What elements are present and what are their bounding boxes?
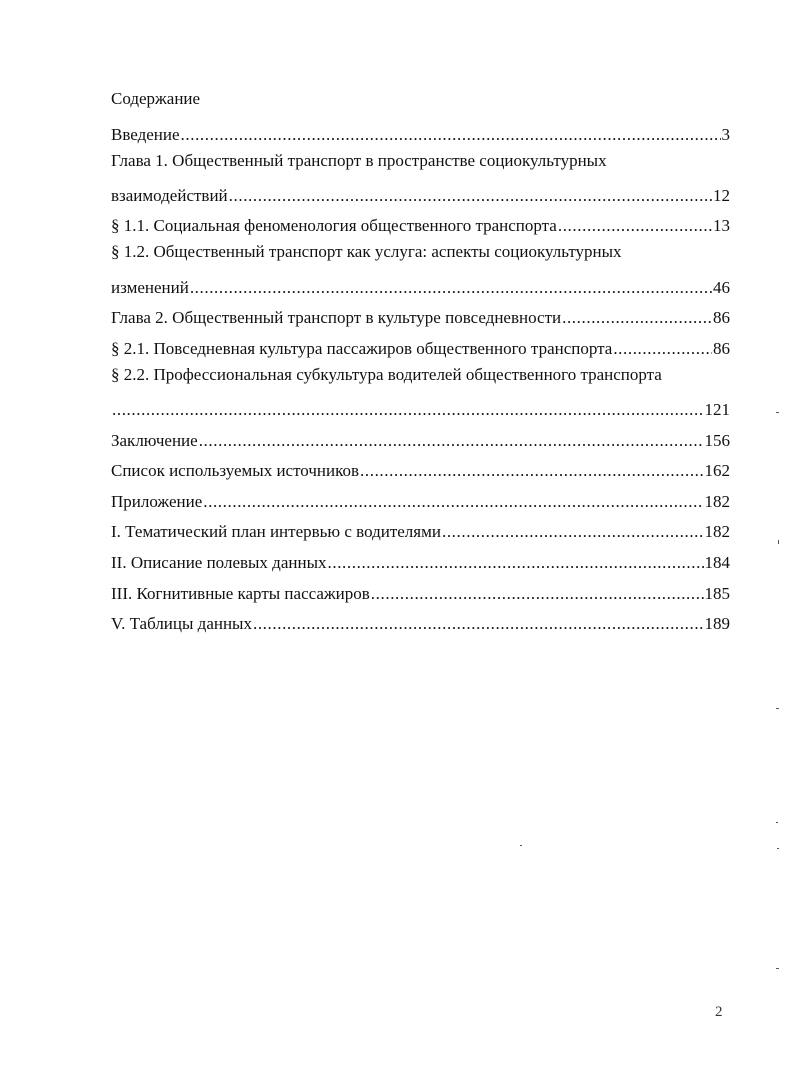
toc-entry	[111, 609, 730, 640]
toc-heading: Содержание	[111, 89, 201, 108]
toc-entry	[111, 150, 730, 181]
toc-leader-dots	[371, 583, 704, 605]
toc-entry-text: взаимодействий	[111, 185, 228, 205]
toc-entry-page: 162	[704, 461, 730, 481]
toc-entry	[111, 517, 730, 548]
toc-entry-page: 46	[713, 277, 730, 297]
toc-entry-text: Приложение	[111, 491, 203, 511]
toc-entry-text: § 2.1. Повседневная культура пассажиров общественного транспорта	[111, 338, 613, 358]
toc-leader-dots	[253, 613, 704, 635]
scan-speck	[776, 822, 778, 823]
scan-speck	[776, 412, 779, 413]
toc-entry	[111, 364, 730, 395]
toc-leader-dots	[181, 124, 721, 146]
toc-entry-text: V. Таблицы данных	[111, 614, 252, 634]
toc-entry-page: 156	[704, 430, 730, 450]
toc-leader-dots	[360, 460, 703, 482]
scan-speck	[520, 845, 522, 846]
toc-leader-dots	[442, 521, 704, 543]
toc-entry-page: 86	[713, 338, 730, 358]
toc-entry	[111, 547, 730, 578]
toc-leader-dots	[328, 552, 704, 574]
toc-entry-text: II. Описание полевых данных	[111, 552, 327, 572]
toc-entry	[111, 303, 730, 334]
toc-entry-page: 182	[704, 491, 730, 511]
scan-speck	[776, 708, 779, 709]
toc-leader-dots	[229, 185, 712, 207]
toc-entry	[111, 394, 730, 425]
toc-entry	[111, 241, 730, 272]
scan-speck	[776, 968, 779, 969]
scan-speck	[777, 848, 779, 849]
toc-entry	[111, 272, 730, 303]
toc-entry-text: изменений	[111, 277, 189, 297]
toc-entry-page: 12	[713, 185, 730, 205]
page-number: 2	[715, 1004, 723, 1020]
toc-entry-text: § 1.1. Социальная феноменология общественного транспорта	[111, 216, 557, 236]
toc-entry	[111, 211, 730, 242]
toc-entry	[111, 333, 730, 364]
toc-entry	[111, 578, 730, 609]
toc-leader-dots	[613, 338, 712, 360]
toc-entry-page: 86	[713, 308, 730, 328]
toc-entry-page: 121	[704, 399, 730, 419]
toc-leader-dots	[199, 430, 704, 452]
toc-entry-text: Заключение	[111, 430, 198, 450]
toc-entry	[111, 456, 730, 487]
toc-entry	[111, 425, 730, 456]
table-of-contents	[111, 119, 730, 639]
toc-entry-page: 13	[713, 216, 730, 236]
toc-leader-dots	[558, 215, 712, 237]
toc-entry-text: III. Когнитивные карты пассажиров	[111, 583, 370, 603]
toc-entry-page: 185	[704, 583, 730, 603]
toc-entry-page: 182	[704, 522, 730, 542]
scan-speck	[778, 540, 779, 544]
toc-entry-text: Глава 2. Общественный транспорт в культуре повседневности	[111, 308, 562, 328]
toc-leader-dots	[203, 491, 703, 513]
toc-entry-page: 184	[704, 552, 730, 572]
toc-leader-dots	[190, 277, 712, 299]
toc-leader-dots	[112, 399, 704, 421]
toc-entry-page: 3	[721, 124, 730, 144]
toc-entry-text: I. Тематический план интервью с водителями	[111, 522, 441, 542]
toc-entry-text: § 2.2. Профессиональная субкультура водителей общественного транспорта	[111, 364, 662, 384]
toc-leader-dots	[562, 307, 712, 329]
toc-entry-text: § 1.2. Общественный транспорт как услуга: аспекты социокультурных	[111, 242, 622, 262]
toc-entry	[111, 119, 730, 150]
toc-entry-text: Список используемых источников	[111, 461, 360, 481]
toc-entry	[111, 486, 730, 517]
toc-entry-text: Введение	[111, 124, 180, 144]
toc-entry-page: 189	[704, 614, 730, 634]
toc-entry	[111, 180, 730, 211]
toc-entry-text: Глава 1. Общественный транспорт в пространстве социокультурных	[111, 150, 607, 170]
